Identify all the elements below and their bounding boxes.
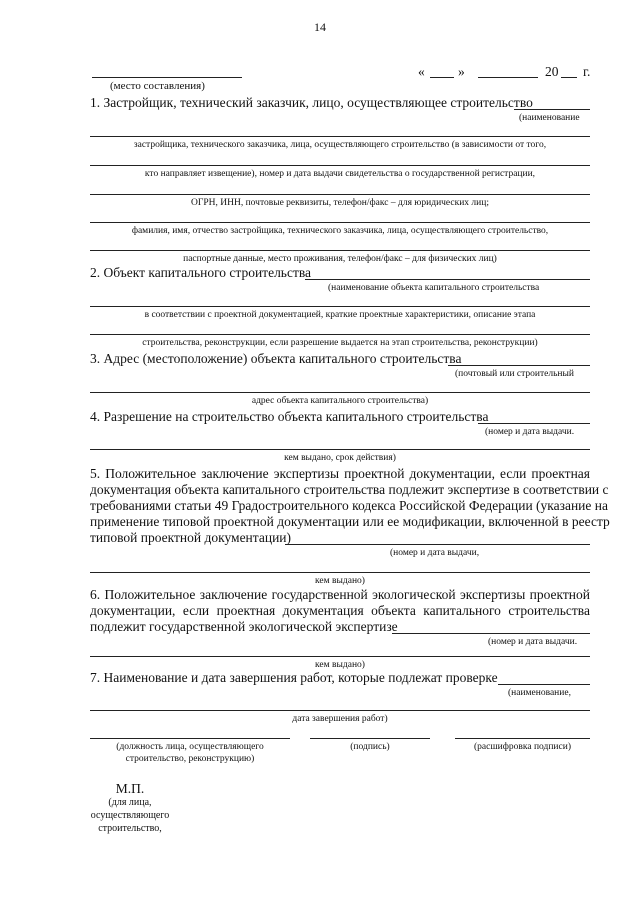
section-5-caption-1: (номер и дата выдачи, bbox=[390, 548, 480, 558]
section-1-line-3[interactable] bbox=[90, 165, 590, 166]
decoding-field-line[interactable] bbox=[455, 738, 590, 739]
section-5-line-1: 5. Положительное заключение экспертизы проектной документации, если проектная bbox=[90, 466, 590, 481]
section-3-title: 3. Адрес (местоположение) объекта капитального строительства bbox=[90, 351, 462, 366]
position-field-line[interactable] bbox=[90, 738, 290, 739]
signature-field-line[interactable] bbox=[310, 738, 430, 739]
section-6-field-line[interactable] bbox=[392, 633, 590, 634]
stamp-mp: М.П. bbox=[115, 781, 145, 796]
section-6-line-1: 6. Положительное заключение государственной экологической экспертизы проектной bbox=[90, 587, 590, 602]
section-2-line-3[interactable] bbox=[90, 334, 590, 335]
section-3-caption-1: (почтовый или строительный bbox=[455, 369, 574, 379]
section-2-line-2[interactable] bbox=[90, 306, 590, 307]
section-1-line-2[interactable] bbox=[90, 136, 590, 137]
section-5-line-2-field[interactable] bbox=[90, 572, 590, 573]
position-caption-1: (должность лица, осуществляющего bbox=[116, 742, 264, 752]
section-6-line-3: подлежит государственной экологической экспертизе bbox=[90, 619, 398, 634]
section-5-line-5: типовой проектной документации) bbox=[90, 530, 292, 545]
section-1-caption-6: паспортные данные, место проживания, телефон/факс – для физических лиц) bbox=[183, 254, 497, 264]
date-open-quote: « bbox=[418, 64, 425, 79]
section-7-caption-1: (наименование, bbox=[508, 688, 571, 698]
section-1-caption-5: фамилия, имя, отчество застройщика, технического заказчика, лица, осуществляющего строительство, bbox=[131, 226, 549, 236]
section-4-caption-1: (номер и дата выдачи. bbox=[485, 427, 575, 437]
position-caption-2: строительство, реконструкцию) bbox=[125, 754, 255, 764]
section-6-line-2-field[interactable] bbox=[90, 656, 590, 657]
day-field-line[interactable] bbox=[430, 77, 454, 78]
section-1-line-5[interactable] bbox=[90, 222, 590, 223]
section-7-title: 7. Наименование и дата завершения работ, которые подлежат проверке bbox=[90, 670, 498, 685]
signature-caption: (подпись) bbox=[350, 742, 390, 752]
section-2-title: 2. Объект капитального строительства bbox=[90, 265, 312, 280]
section-5-line-4: применение типовой проектной документации или ее модификации, включенной в реестр bbox=[90, 514, 610, 529]
section-2-caption-3: строительства, реконструкции, если разрешение выдается на этап строительства, реконструкции) bbox=[142, 338, 538, 348]
section-1-caption-4: ОГРН, ИНН, почтовые реквизиты, телефон/факс – для юридических лиц; bbox=[191, 198, 489, 208]
section-5-caption-2: кем выдано) bbox=[315, 576, 365, 586]
section-4-title: 4. Разрешение на строительство объекта капитального строительства bbox=[90, 409, 489, 424]
section-1-caption-1: (наименование bbox=[519, 113, 580, 123]
year-field-line[interactable] bbox=[561, 77, 577, 78]
section-1-title: 1. Застройщик, технический заказчик, лицо, осуществляющее строительство bbox=[90, 95, 533, 110]
stamp-caption-3: строительство, bbox=[98, 823, 162, 834]
stamp-caption-1: (для лица, bbox=[108, 797, 152, 808]
section-3-caption-2: адрес объекта капитального строительства) bbox=[251, 396, 429, 406]
section-7-caption-2: дата завершения работ) bbox=[292, 714, 388, 724]
place-caption: (место составления) bbox=[110, 80, 205, 92]
year-prefix: 20 bbox=[545, 64, 559, 79]
date-close-quote: » bbox=[458, 64, 465, 79]
section-4-caption-2: кем выдано, срок действия) bbox=[284, 453, 396, 463]
section-1-field-line[interactable] bbox=[514, 109, 590, 110]
section-1-caption-2: застройщика, технического заказчика, лица, осуществляющего строительство (в зависимости от того, bbox=[133, 140, 547, 150]
section-4-field-line[interactable] bbox=[478, 423, 590, 424]
place-field-line[interactable] bbox=[92, 77, 242, 78]
section-6-line-2: документации, если проектная документация объекта капитального строительства bbox=[90, 603, 590, 618]
page-number: 14 bbox=[314, 20, 326, 34]
section-2-caption-1: (наименование объекта капитального строительства bbox=[328, 283, 540, 293]
section-2-field-line[interactable] bbox=[305, 279, 590, 280]
section-3-line-2[interactable] bbox=[90, 392, 590, 393]
stamp-caption-2: осуществляющего bbox=[90, 810, 170, 821]
decoding-caption: (расшифровка подписи) bbox=[474, 742, 571, 752]
section-5-line-3: требованиями статьи 49 Градостроительного кодекса Российской Федерации (указание на bbox=[90, 498, 608, 513]
section-3-field-line[interactable] bbox=[448, 365, 590, 366]
section-7-field-line[interactable] bbox=[498, 684, 590, 685]
section-1-line-4[interactable] bbox=[90, 194, 590, 195]
section-1-line-6[interactable] bbox=[90, 250, 590, 251]
section-5-line-2: документация объекта капитального строительства подлежит экспертизе в соответствии с bbox=[90, 482, 609, 497]
section-6-caption-1: (номер и дата выдачи. bbox=[488, 637, 578, 647]
section-5-field-line[interactable] bbox=[285, 544, 590, 545]
section-4-line-2[interactable] bbox=[90, 449, 590, 450]
section-1-caption-3: кто направляет извещение), номер и дата выдачи свидетельства о государственной регистрации, bbox=[144, 169, 536, 179]
section-7-line-2[interactable] bbox=[90, 710, 590, 711]
month-field-line[interactable] bbox=[478, 77, 538, 78]
section-6-caption-2: кем выдано) bbox=[315, 660, 365, 670]
year-suffix: г. bbox=[583, 64, 591, 79]
section-2-caption-2: в соответствии с проектной документацией, краткие проектные характеристики, описание этапа bbox=[144, 310, 536, 320]
